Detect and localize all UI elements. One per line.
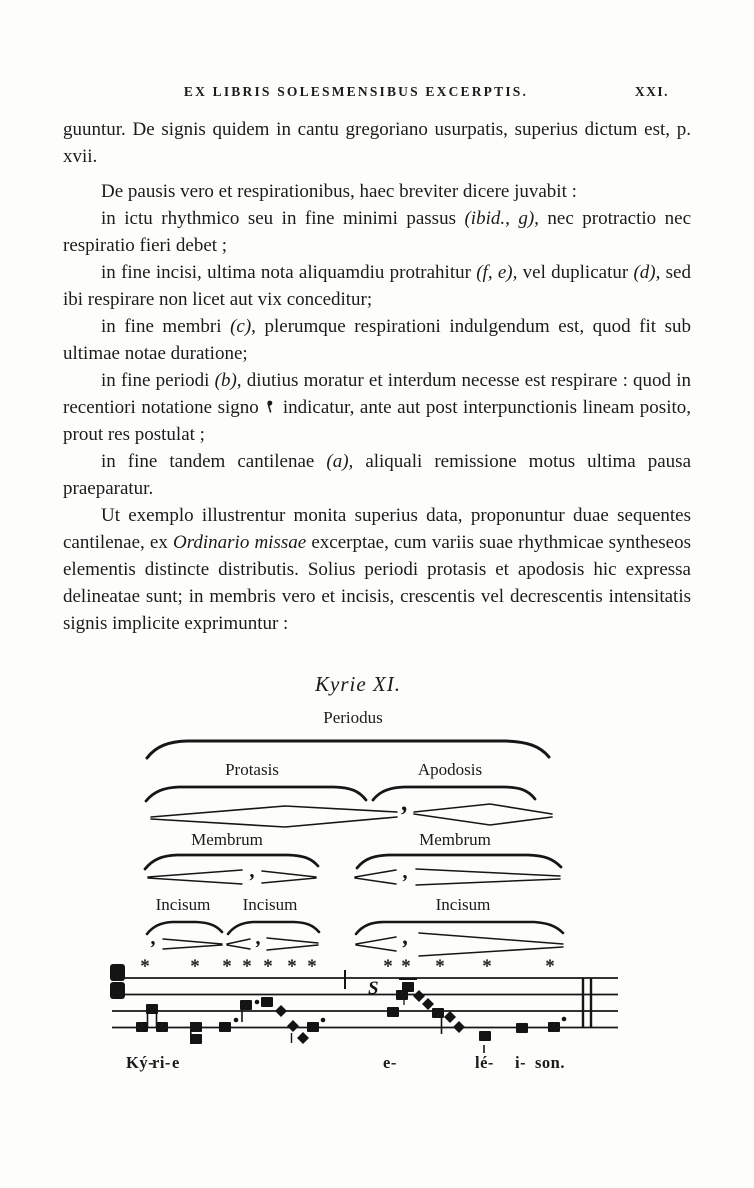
protasis-swell-hairpin — [151, 806, 397, 827]
lyric-syllable: i- — [515, 1053, 527, 1072]
lyric-syllable: e- — [383, 1053, 397, 1072]
breath-apostrophe: ’ — [400, 936, 408, 961]
neume-punctum-low — [479, 1031, 491, 1053]
text-run: sed ibi respirare non licet aut vix conceditur; — [63, 262, 691, 310]
do-clef-icon — [110, 964, 125, 999]
membrum-right-crescendo — [355, 870, 396, 884]
ictus-asterisk: * — [140, 956, 150, 977]
text-run: excerptae, cum variis suae rhythmicae syntheseos elementis distincte distributis. Solius periodi protasis et apodosis hic expressa delineatae sunt; in membris vero et incisis, crescentis vel decrescentis intensitatis signis implicite exprimuntur : — [63, 532, 691, 634]
ictus-asterisk: * — [383, 956, 393, 977]
text-run: De pausis vero et respirationibus, haec breviter dicere juvabit : — [101, 181, 577, 202]
label-protasis: Protasis — [225, 760, 279, 779]
ictus-asterisk: * — [545, 956, 555, 977]
neume-scandicus-climacus — [387, 979, 465, 1034]
text-run: Ut exemplo illustrentur monita superius data, proponuntur duae sequentes cantilenae, ex — [63, 505, 691, 553]
neume-punctum — [548, 1017, 566, 1032]
lyric-syllable: e — [172, 1053, 180, 1072]
periodus-brace — [147, 741, 549, 758]
incisum-3-crescendo — [356, 937, 396, 951]
membrum-right-brace — [357, 855, 561, 868]
breath-apostrophe: ’ — [253, 936, 261, 960]
neume-clivis — [190, 1022, 202, 1044]
incisum-2-decrescendo — [267, 938, 318, 950]
label-membrum-left: Membrum — [191, 830, 263, 849]
neume-punctum — [219, 1018, 238, 1032]
italic-text-run: (ibid., g), — [464, 208, 539, 229]
neumes — [136, 979, 566, 1053]
breath-apostrophe: ’ — [400, 870, 408, 894]
text-run: plerumque respirationi indulgendum est, quod fit sub ultimae notae duratione; — [63, 316, 692, 364]
italic-text-run: Ordinario missae — [172, 532, 307, 553]
ictus-asterisk: * — [287, 956, 297, 977]
incisum-1-brace — [147, 922, 222, 934]
label-incisum-1: Incisum — [155, 895, 211, 914]
membrum-right-decrescendo — [416, 869, 560, 885]
label-incisum-3: Incisum — [435, 895, 491, 914]
apodosis-brace — [373, 787, 535, 800]
ictus-asterisk: * — [242, 956, 252, 977]
incisum-2-crescendo — [227, 939, 250, 949]
text-run: in fine periodi — [101, 370, 215, 391]
neume-punctum — [516, 1023, 528, 1033]
italic-text-run: (b), — [214, 370, 242, 391]
incisum-3-decrescendo — [419, 933, 563, 956]
neume-climacus — [261, 997, 325, 1044]
label-membrum-right: Membrum — [419, 830, 491, 849]
text-run: in fine incisi, ultima nota aliquamdiu protrahitur — [101, 262, 477, 283]
figure-title: Kyrie XI. — [315, 672, 401, 696]
breath-apostrophe: ’ — [247, 869, 255, 893]
incisum-3-brace — [356, 922, 563, 934]
lyric-syllable: Ký- — [126, 1053, 155, 1072]
lyric-syllable: ri- — [152, 1053, 171, 1072]
text-run: in ictu rhythmico seu in fine minimi passus — [101, 208, 465, 229]
breath-apostrophe: ’ — [148, 936, 156, 960]
label-periodus: Periodus — [323, 708, 383, 727]
breath-apostrophe: ’ — [398, 801, 408, 830]
text-run: vel duplicatur — [517, 262, 634, 283]
incisum-2-brace — [228, 922, 319, 934]
membrum-left-decrescendo — [262, 871, 316, 883]
text-run: nec protractio nec respiratio fieri debet ; — [63, 208, 692, 256]
page-number: XXI. — [634, 84, 669, 99]
italic-text-run: (c), — [230, 316, 256, 337]
ictus-asterisk: * — [263, 956, 273, 977]
label-apodosis: Apodosis — [417, 760, 483, 779]
ictus-asterisk: * — [482, 956, 492, 977]
italic-text-run: (a), — [326, 451, 354, 472]
label-incisum-2: Incisum — [242, 895, 298, 914]
lyric-syllable: son. — [535, 1053, 565, 1072]
text-run: in fine tandem cantilenae — [101, 451, 327, 472]
membrum-left-crescendo — [148, 870, 242, 884]
text-run: aliquali remissione motus ultima pausa praeparatur. — [63, 451, 691, 499]
ictus-asterisk: * — [190, 956, 200, 977]
double-bar — [583, 978, 591, 1029]
ictus-asterisk: * — [307, 956, 317, 977]
text-run: indicatur, ante aut post interpunctionis lineam posito, prout res postulat ; — [63, 397, 692, 445]
ictus-asterisk: * — [435, 956, 445, 977]
s-sign: S — [368, 978, 379, 999]
lyric-syllable: lé- — [475, 1053, 494, 1072]
running-title: EX LIBRIS SOLESMENSIBUS EXCERPTIS. — [183, 84, 529, 99]
membrum-left-brace — [145, 855, 318, 869]
italic-text-run: (d), — [633, 262, 661, 283]
italic-text-run: (f, e), — [476, 262, 518, 283]
apodosis-swell-hairpin — [414, 804, 552, 825]
text-run: diutius moratur et interdum necesse est respirare : quod in recentiori notatione signo — [63, 370, 692, 418]
incisum-1-decrescendo — [163, 939, 222, 949]
text-run: guuntur. De signis quidem in cantu gregoriano usurpatis, superius dictum est, p. xvii. — [63, 119, 691, 167]
ictus-asterisk: * — [401, 956, 411, 977]
gregorian-staff — [110, 964, 618, 1053]
ictus-asterisk: * — [222, 956, 232, 977]
text-run: in fine membri — [101, 316, 231, 337]
protasis-brace — [146, 787, 366, 801]
